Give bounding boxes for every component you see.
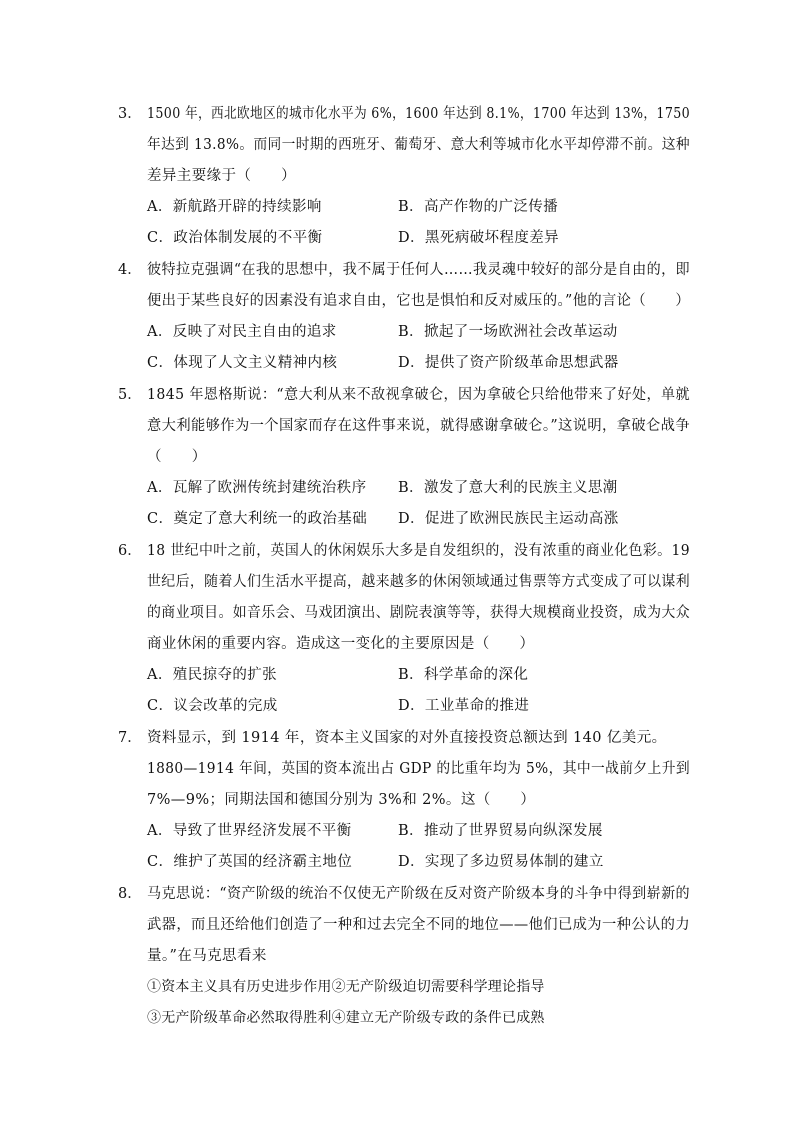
option-b[interactable]: B．推动了世界贸易向纵深发展 — [398, 823, 603, 839]
option-d[interactable]: D．工业革命的推进 — [398, 698, 530, 714]
option-a[interactable]: A．反映了对民主自由的追求 — [147, 324, 337, 340]
question-number: 7． — [118, 730, 142, 746]
option-d[interactable]: D．黑死病破坏程度差异 — [398, 230, 560, 246]
option-b[interactable]: B．激发了意大利的民族主义思潮 — [398, 480, 618, 496]
option-a[interactable]: A．瓦解了欧洲传统封建统治秩序 — [147, 480, 367, 496]
option-a[interactable]: A．新航路开辟的持续影响 — [147, 199, 322, 215]
question-stem-line: 马克思说：“资产阶级的统治不仅使无产阶级在反对资产阶级本身的斗争中得到崭新的 — [147, 886, 691, 902]
option-c[interactable]: C．政治体制发展的不平衡 — [147, 230, 323, 246]
question-stem-line: 差异主要缘于（ ） — [147, 168, 296, 184]
question-number: 3． — [118, 106, 142, 122]
option-d[interactable]: D．提供了资产阶级革命思想武器 — [398, 355, 619, 371]
question-stem-line: 量。”在马克思看来 — [147, 948, 267, 964]
option-b[interactable]: B．科学革命的深化 — [398, 667, 529, 683]
option-a[interactable]: A．导致了世界经济发展不平衡 — [147, 823, 352, 839]
question-stem-line: 意大利能够作为一个国家而存在这件事来说，就得感谢拿破仑。”这说明，拿破仑战争 — [147, 418, 690, 434]
option-a[interactable]: A．殖民掠夺的扩张 — [147, 667, 278, 683]
question-stem-line: 18 世纪中叶之前，英国人的休闲娱乐大多是自发组织的，没有浓重的商业化色彩。19 — [147, 543, 690, 559]
question-number: 8． — [118, 886, 142, 902]
question-stem-line: 便出于某些良好的因素没有追求自由，它也是惧怕和反对威压的。”他的言论（ ） — [147, 293, 690, 309]
statement-line: ③无产阶级革命必然取得胜利④建立无产阶级专政的条件已成熟 — [147, 1010, 545, 1026]
question-stem-line: 1845 年恩格斯说：“意大利从来不敌视拿破仑，因为拿破仑只给他带来了好处，单就 — [147, 387, 691, 403]
question-number: 4． — [118, 262, 142, 278]
question-stem-line: 7%—9%；同期法国和德国分别为 3%和 2%。这（ ） — [147, 792, 536, 808]
option-b[interactable]: B．高产作物的广泛传播 — [398, 199, 559, 215]
question-stem-line: 商业休闲的重要内容。造成这一变化的主要原因是（ ） — [147, 636, 535, 652]
question-stem-line: 1500 年，西北欧地区的城市化水平为 6%，1600 年达到 8.1%，1700 年达到 13%，1750 — [147, 106, 691, 122]
option-c[interactable]: C．奠定了意大利统一的政治基础 — [147, 511, 368, 527]
question-number: 6． — [118, 543, 142, 559]
statement-line: ①资本主义具有历史进步作用②无产阶级迫切需要科学理论指导 — [147, 979, 545, 995]
question-stem-line: 1880—1914 年间，英国的资本流出占 GDP 的比重年均为 5%，其中一战前夕上升到 — [147, 761, 690, 777]
option-c[interactable]: C．体现了人文主义精神内核 — [147, 355, 338, 371]
option-c[interactable]: C．议会改革的完成 — [147, 698, 278, 714]
question-stem-line: （ ） — [147, 449, 207, 465]
question-stem-line: 世纪后，随着人们生活水平提高，越来越多的休闲领域通过售票等方式变成了可以谋利 — [147, 574, 690, 590]
question-stem-line: 彼特拉克强调“在我的思想中，我不属于任何人……我灵魂中较好的部分是自由的，即 — [147, 262, 691, 278]
option-d[interactable]: D．促进了欧洲民族民主运动高涨 — [398, 511, 619, 527]
question-stem-line: 资料显示，到 1914 年，资本主义国家的对外直接投资总额达到 140 亿美元。 — [147, 730, 667, 746]
option-c[interactable]: C．维护了英国的经济霸主地位 — [147, 854, 353, 870]
question-stem-line: 年达到 13.8%。而同一时期的西班牙、葡萄牙、意大利等城市化水平却停滞不前。这种 — [147, 137, 690, 153]
question-stem-line: 的商业项目。如音乐会、马戏团演出、剧院表演等等，获得大规模商业投资，成为大众 — [147, 605, 690, 621]
question-stem-line: 武器，而且还给他们创造了一种和过去完全不同的地位——他们已成为一种公认的力 — [147, 917, 691, 933]
option-d[interactable]: D．实现了多边贸易体制的建立 — [398, 854, 604, 870]
option-b[interactable]: B．掀起了一场欧洲社会改革运动 — [398, 324, 618, 340]
question-number: 5． — [118, 387, 142, 403]
